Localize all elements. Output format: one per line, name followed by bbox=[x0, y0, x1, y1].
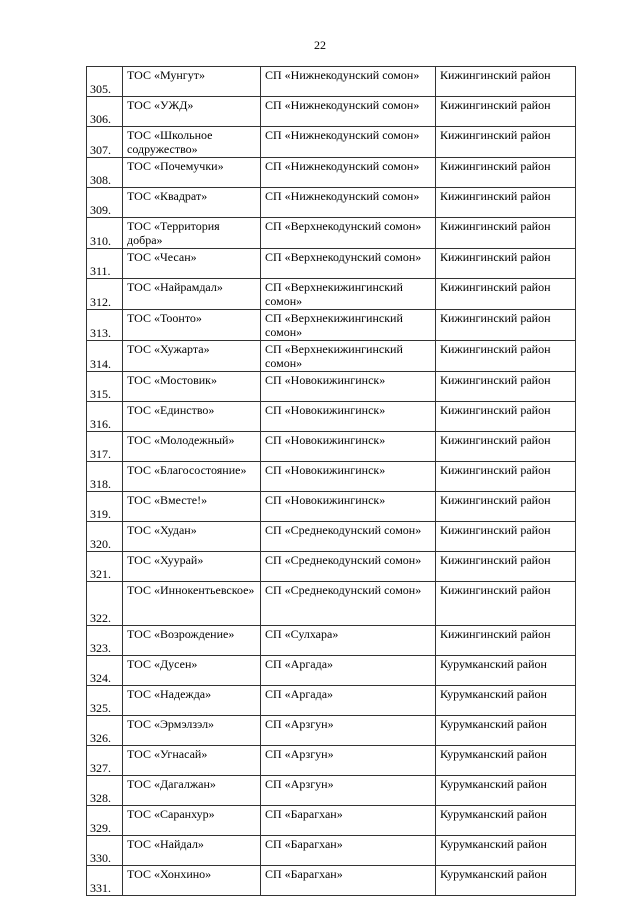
settlement-name: СП «Новокижингинск» bbox=[261, 462, 436, 492]
settlement-name: СП «Аргада» bbox=[261, 656, 436, 686]
settlement-name: СП «Среднекодунский сомон» bbox=[261, 552, 436, 582]
settlement-name: СП «Новокижингинск» bbox=[261, 432, 436, 462]
district-name: Кижингинский район bbox=[436, 279, 576, 310]
table-row bbox=[87, 158, 576, 188]
row-number: 315. bbox=[87, 372, 123, 402]
table-row bbox=[87, 341, 576, 372]
district-name: Курумканский район bbox=[436, 716, 576, 746]
row-number: 322. bbox=[87, 582, 123, 626]
settlement-name: СП «Нижнекодунский сомон» bbox=[261, 158, 436, 188]
row-number: 312. bbox=[87, 279, 123, 310]
settlement-name: СП «Верхнекодунский сомон» bbox=[261, 218, 436, 249]
tos-name: ТОС «Иннокентьевское» bbox=[123, 582, 261, 626]
tos-name: ТОС «Дагалжан» bbox=[123, 776, 261, 806]
tos-name: ТОС «Вместе!» bbox=[123, 492, 261, 522]
table-row bbox=[87, 310, 576, 341]
table-row bbox=[87, 866, 576, 896]
settlement-name: СП «Барагхан» bbox=[261, 836, 436, 866]
table-row bbox=[87, 67, 576, 97]
row-number: 310. bbox=[87, 218, 123, 249]
district-name: Кижингинский район bbox=[436, 188, 576, 218]
district-name: Курумканский район bbox=[436, 686, 576, 716]
tos-name: ТОС «Хужарта» bbox=[123, 341, 261, 372]
row-number: 320. bbox=[87, 522, 123, 552]
district-name: Кижингинский район bbox=[436, 67, 576, 97]
tos-name: ТОС «Чесан» bbox=[123, 249, 261, 279]
tos-name: ТОС «УЖД» bbox=[123, 97, 261, 127]
row-number: 321. bbox=[87, 552, 123, 582]
table-row bbox=[87, 582, 576, 626]
table-row bbox=[87, 127, 576, 158]
district-name: Кижингинский район bbox=[436, 158, 576, 188]
row-number: 308. bbox=[87, 158, 123, 188]
table-row bbox=[87, 552, 576, 582]
district-name: Кижингинский район bbox=[436, 127, 576, 158]
row-number: 326. bbox=[87, 716, 123, 746]
page-number: 22 bbox=[314, 38, 326, 52]
tos-name: ТОС «Единство» bbox=[123, 402, 261, 432]
row-number: 313. bbox=[87, 310, 123, 341]
settlement-name: СП «Барагхан» bbox=[261, 806, 436, 836]
row-number: 325. bbox=[87, 686, 123, 716]
row-number: 307. bbox=[87, 127, 123, 158]
tos-name: ТОС «Хонхино» bbox=[123, 866, 261, 896]
row-number: 317. bbox=[87, 432, 123, 462]
row-number: 319. bbox=[87, 492, 123, 522]
tos-name: ТОС «Угнасай» bbox=[123, 746, 261, 776]
row-number: 327. bbox=[87, 746, 123, 776]
row-number: 324. bbox=[87, 656, 123, 686]
row-number: 318. bbox=[87, 462, 123, 492]
district-name: Курумканский район bbox=[436, 656, 576, 686]
settlement-name: СП «Аргада» bbox=[261, 686, 436, 716]
settlement-name: СП «Сулхара» bbox=[261, 626, 436, 656]
district-name: Курумканский район bbox=[436, 866, 576, 896]
tos-name: ТОС «Возрождение» bbox=[123, 626, 261, 656]
district-name: Курумканский район bbox=[436, 776, 576, 806]
table-row bbox=[87, 279, 576, 310]
row-number: 309. bbox=[87, 188, 123, 218]
row-number: 331. bbox=[87, 866, 123, 896]
tos-name: ТОС «Школьное содружество» bbox=[123, 127, 261, 158]
tos-name: ТОС «Худан» bbox=[123, 522, 261, 552]
tos-name: ТОС «Дусен» bbox=[123, 656, 261, 686]
row-number: 306. bbox=[87, 97, 123, 127]
district-name: Курумканский район bbox=[436, 836, 576, 866]
row-number: 328. bbox=[87, 776, 123, 806]
table-row bbox=[87, 716, 576, 746]
tos-name: ТОС «Найдал» bbox=[123, 836, 261, 866]
district-name: Кижингинский район bbox=[436, 552, 576, 582]
district-name: Кижингинский район bbox=[436, 372, 576, 402]
settlement-name: СП «Среднекодунский сомон» bbox=[261, 582, 436, 626]
district-name: Кижингинский район bbox=[436, 432, 576, 462]
table-row bbox=[87, 402, 576, 432]
settlement-name: СП «Нижнекодунский сомон» bbox=[261, 67, 436, 97]
row-number: 311. bbox=[87, 249, 123, 279]
table-row bbox=[87, 462, 576, 492]
table-row bbox=[87, 492, 576, 522]
settlement-name: СП «Арзгун» bbox=[261, 776, 436, 806]
tos-name: ТОС «Надежда» bbox=[123, 686, 261, 716]
district-name: Кижингинский район bbox=[436, 249, 576, 279]
settlement-name: СП «Нижнекодунский сомон» bbox=[261, 188, 436, 218]
tos-name: ТОС «Квадрат» bbox=[123, 188, 261, 218]
tos-name: ТОС «Найрамдал» bbox=[123, 279, 261, 310]
settlement-name: СП «Нижнекодунский сомон» bbox=[261, 97, 436, 127]
table-row bbox=[87, 806, 576, 836]
district-name: Кижингинский район bbox=[436, 626, 576, 656]
district-name: Курумканский район bbox=[436, 746, 576, 776]
table-row bbox=[87, 746, 576, 776]
table-row bbox=[87, 432, 576, 462]
table-row bbox=[87, 656, 576, 686]
settlement-name: СП «Верхнекижингинский сомон» bbox=[261, 279, 436, 310]
tos-name: ТОС «Благосостояние» bbox=[123, 462, 261, 492]
settlement-name: СП «Новокижингинск» bbox=[261, 402, 436, 432]
table-row bbox=[87, 97, 576, 127]
tos-name: ТОС «Мостовик» bbox=[123, 372, 261, 402]
settlement-name: СП «Барагхан» bbox=[261, 866, 436, 896]
district-name: Кижингинский район bbox=[436, 462, 576, 492]
settlement-name: СП «Нижнекодунский сомон» bbox=[261, 127, 436, 158]
district-name: Кижингинский район bbox=[436, 341, 576, 372]
table-body bbox=[87, 67, 576, 896]
tos-name: ТОС «Тоонто» bbox=[123, 310, 261, 341]
table-row bbox=[87, 686, 576, 716]
tos-name: ТОС «Территория добра» bbox=[123, 218, 261, 249]
tos-registry-table bbox=[86, 66, 576, 896]
table-row bbox=[87, 626, 576, 656]
settlement-name: СП «Арзгун» bbox=[261, 716, 436, 746]
tos-name: ТОС «Молодежный» bbox=[123, 432, 261, 462]
district-name: Кижингинский район bbox=[436, 582, 576, 626]
district-name: Кижингинский район bbox=[436, 402, 576, 432]
settlement-name: СП «Верхнекижингинский сомон» bbox=[261, 310, 436, 341]
table-row bbox=[87, 836, 576, 866]
row-number: 314. bbox=[87, 341, 123, 372]
table-row bbox=[87, 372, 576, 402]
district-name: Курумканский район bbox=[436, 806, 576, 836]
tos-name: ТОС «Мунгут» bbox=[123, 67, 261, 97]
table-row bbox=[87, 249, 576, 279]
settlement-name: СП «Арзгун» bbox=[261, 746, 436, 776]
settlement-name: СП «Верхнекодунский сомон» bbox=[261, 249, 436, 279]
tos-name: ТОС «Почемучки» bbox=[123, 158, 261, 188]
table-row bbox=[87, 188, 576, 218]
table-row bbox=[87, 776, 576, 806]
tos-name: ТОС «Саранхур» bbox=[123, 806, 261, 836]
district-name: Кижингинский район bbox=[436, 522, 576, 552]
settlement-name: СП «Новокижингинск» bbox=[261, 372, 436, 402]
district-name: Кижингинский район bbox=[436, 218, 576, 249]
settlement-name: СП «Среднекодунский сомон» bbox=[261, 522, 436, 552]
district-name: Кижингинский район bbox=[436, 310, 576, 341]
row-number: 305. bbox=[87, 67, 123, 97]
district-name: Кижингинский район bbox=[436, 492, 576, 522]
table-row bbox=[87, 522, 576, 552]
tos-name: ТОС «Хуурай» bbox=[123, 552, 261, 582]
tos-name: ТОС «Эрмэлзэл» bbox=[123, 716, 261, 746]
district-name: Кижингинский район bbox=[436, 97, 576, 127]
row-number: 323. bbox=[87, 626, 123, 656]
settlement-name: СП «Новокижингинск» bbox=[261, 492, 436, 522]
settlement-name: СП «Верхнекижингинский сомон» bbox=[261, 341, 436, 372]
table-row bbox=[87, 218, 576, 249]
row-number: 316. bbox=[87, 402, 123, 432]
row-number: 329. bbox=[87, 806, 123, 836]
row-number: 330. bbox=[87, 836, 123, 866]
